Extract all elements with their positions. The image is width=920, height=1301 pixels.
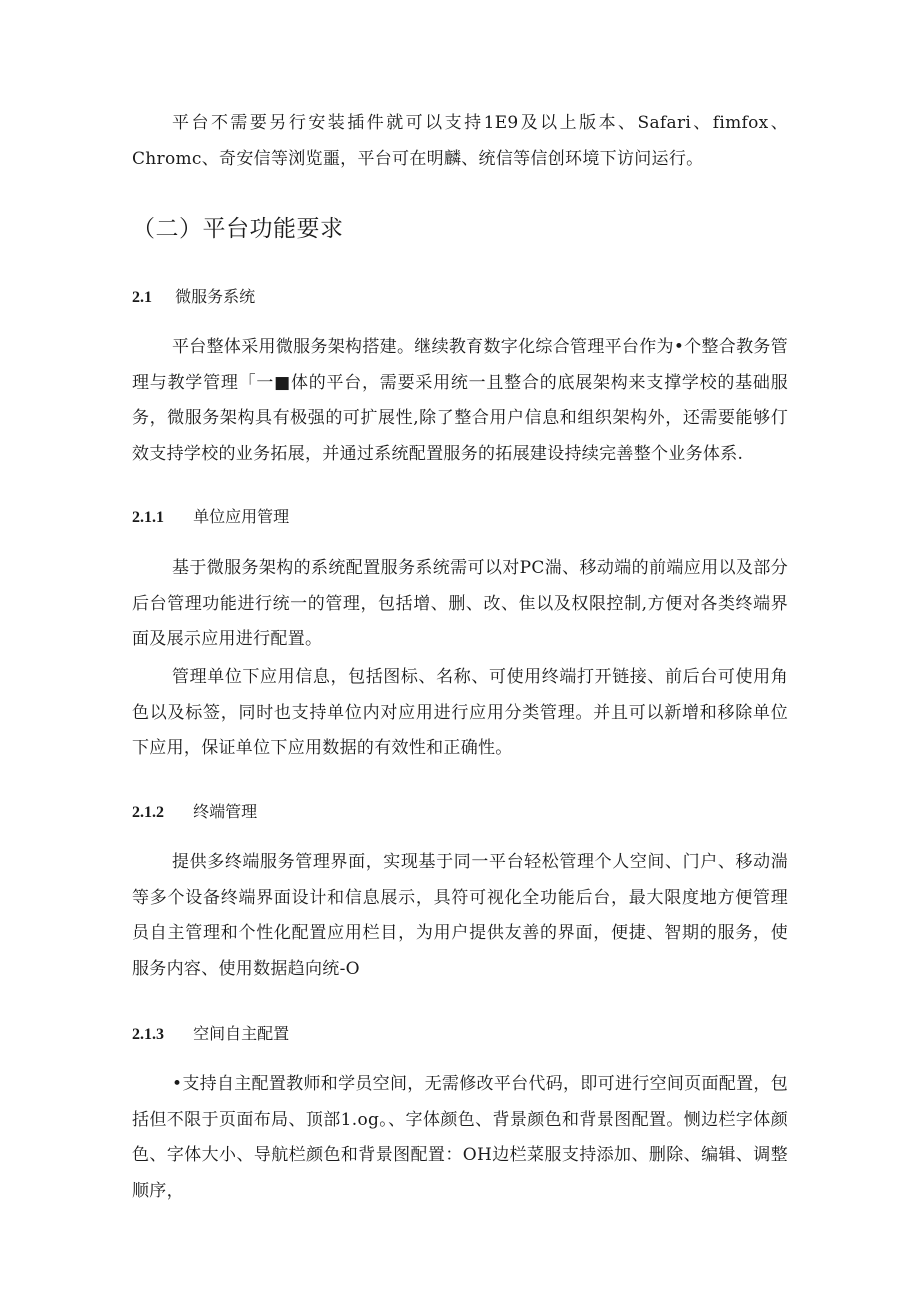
section-2-1-1-heading <box>132 505 289 530</box>
section-2-1-paragraph: 平台整体采用微服务架构搭建。继续教育数字化综合管理平台作为•个整合教务管理与教学管理「一■体的平台，需要采用统一且整合的底展架构来支撑学校的基础服务，微服务架构具有极强的可扩展性,除了整合用户信息和组织架构外，还需要能够仃效支持学校的业务拓展，并通过系统配置服务的拓展建设持续完善整个业务体系. <box>132 337 788 464</box>
section-2-1-3-heading <box>132 1022 289 1047</box>
section-number: 2.1 <box>132 289 152 306</box>
section-2-1-3-paragraph: •支持自主配置教师和学员空间，无需修改平台代码，即可进行空间页面配置，包括但不限于页面布局、顶部1.og。、字体颜色、背景颜色和背景图配置。恻边栏字体颜色、字体大小、导航栏颜色和背景图配置：OH边栏菜服支持添加、删除、编辑、调整顺序， <box>132 1074 788 1201</box>
section-title: 微服务系统 <box>175 287 256 306</box>
section-title: 终端管理 <box>193 802 258 821</box>
intro-paragraph: 平台不需要另行安装插件就可以支持1E9及以上版本、Safari、fimfox、Chromc、奇安信等浏览噩，平台可在明麟、统信等信创环境下访问运行。 <box>132 113 788 169</box>
section-title: 空间自主配置 <box>193 1024 290 1043</box>
section-number: 2.1.1 <box>132 509 164 526</box>
section-2-1-1-paragraph-1: 基于微服务架构的系统配置服务系统需可以对PC湍、移动端的前端应用以及部分后台管理功能进行统一的管理，包括增、删、改、隹以及权限控制,方便对各类终端界面及展示应用进行配置。 <box>132 558 788 649</box>
section-2-1-2-heading <box>132 800 257 825</box>
section-heading: （二）平台功能要求 <box>132 216 344 242</box>
section-number: 2.1.2 <box>132 804 164 821</box>
section-2-1-2-paragraph: 提供多终端服务管理界面，实现基于同一平台轻松管理个人空间、门户、移动湍等多个设备终端界面设计和信息展示，具符可视化全功能后台，最大限度地方便管理员自主管理和个性化配置应用栏目，为用户提供友善的界面，便捷、智期的服务，使服务内容、使用数据趋向统-O <box>132 852 788 979</box>
section-title: 单位应用管理 <box>193 507 290 526</box>
section-number: 2.1.3 <box>132 1026 164 1043</box>
section-2-1-heading <box>132 285 255 310</box>
section-2-1-1-paragraph-2: 管理单位下应用信息，包括图标、名称、可使用终端打开链接、前后台可使用角色以及标签，同时也支持单位内对应用进行应用分类管理。并且可以新增和移除单位下应用，保证单位下应用数据的有效性和正确性。 <box>132 667 788 758</box>
